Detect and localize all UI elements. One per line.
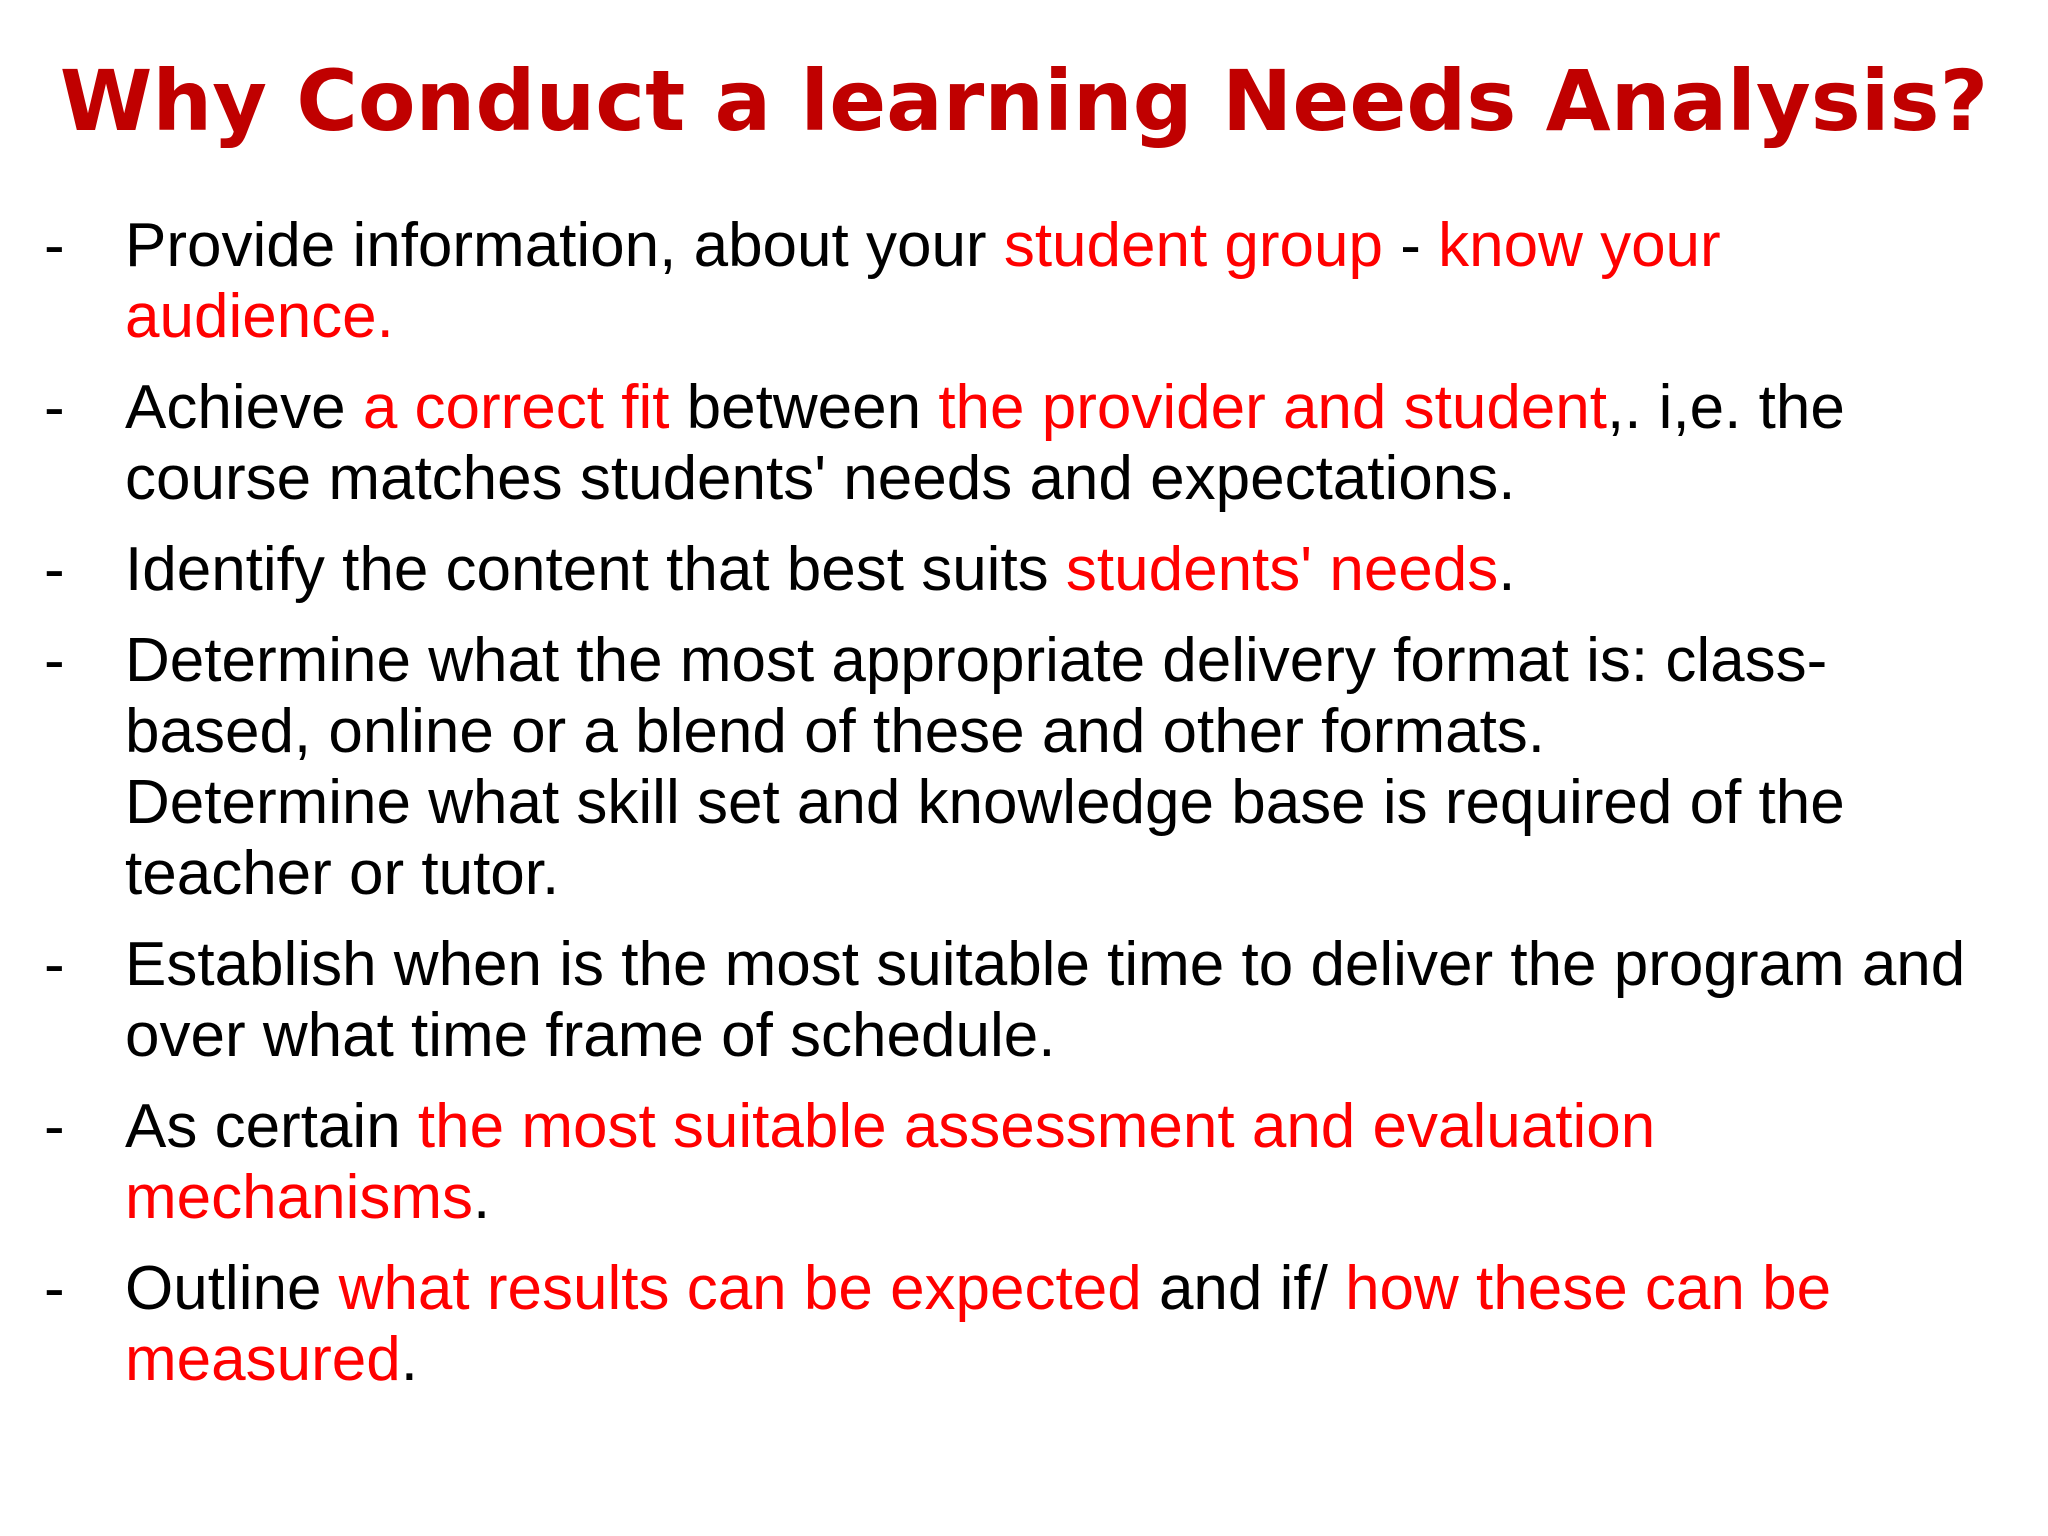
body-text: ,. i,e. the course matches students' needs and expectations. bbox=[125, 373, 1845, 513]
body-text: and if/ bbox=[1141, 1254, 1346, 1323]
bullet-dash: - bbox=[44, 373, 65, 442]
bullet-dash: - bbox=[44, 535, 65, 604]
bullet-text bbox=[125, 1253, 2004, 1395]
bullet-item bbox=[44, 1091, 2004, 1233]
highlighted-text: the most suitable assessment and evaluation mechanisms bbox=[125, 1092, 1656, 1232]
bullet-dash: - bbox=[44, 1092, 65, 1161]
highlighted-text: what results can be expected bbox=[338, 1254, 1142, 1323]
highlighted-text: students' needs bbox=[1065, 535, 1499, 604]
body-text: Determine what the most appropriate delivery format is: class- based, online or a blend of these and other formats. bbox=[125, 626, 1828, 766]
bullet-continuation-text: Determine what skill set and knowledge base is required of the teacher or tutor. bbox=[125, 768, 1845, 908]
highlighted-text: how these can be measured bbox=[125, 1254, 1832, 1394]
highlighted-text: a correct fit bbox=[362, 373, 670, 442]
bullet-item bbox=[44, 1253, 2004, 1395]
body-text: As certain bbox=[125, 1092, 418, 1161]
slide-title: Why Conduct a learning Needs Analysis? bbox=[59, 52, 1989, 150]
highlighted-text: the provider and student bbox=[938, 373, 1607, 442]
highlighted-text: student group bbox=[1003, 211, 1383, 280]
body-text: . bbox=[473, 1163, 491, 1232]
bullet-dash: - bbox=[44, 211, 65, 280]
bullet-text bbox=[125, 534, 2004, 605]
bullet-list bbox=[44, 210, 2004, 1415]
bullet-dash: - bbox=[44, 930, 65, 999]
body-text: Identify the content that best suits bbox=[125, 535, 1066, 604]
body-text: . bbox=[1498, 535, 1516, 604]
bullet-text bbox=[125, 625, 2004, 767]
highlighted-text: know your audience. bbox=[125, 211, 1721, 351]
body-text: Outline bbox=[125, 1254, 339, 1323]
body-text: Achieve bbox=[125, 373, 363, 442]
body-text: Establish when is the most suitable time to deliver the program and over what time frame of schedule. bbox=[125, 930, 1966, 1070]
bullet-dash: - bbox=[44, 626, 65, 695]
bullet-item bbox=[44, 210, 2004, 352]
body-text: Provide information, about your bbox=[125, 211, 1004, 280]
bullet-text bbox=[125, 210, 2004, 352]
bullet-text bbox=[125, 1091, 2004, 1233]
body-text: between bbox=[669, 373, 939, 442]
bullet-dash: - bbox=[44, 1254, 65, 1323]
bullet-text bbox=[125, 372, 2004, 514]
bullet-item bbox=[44, 625, 2004, 909]
body-text: - bbox=[1383, 211, 1439, 280]
bullet-item bbox=[44, 929, 2004, 1071]
bullet-item bbox=[44, 372, 2004, 514]
body-text: . bbox=[400, 1325, 418, 1394]
bullet-text bbox=[125, 929, 2004, 1071]
bullet-item bbox=[44, 534, 2004, 605]
